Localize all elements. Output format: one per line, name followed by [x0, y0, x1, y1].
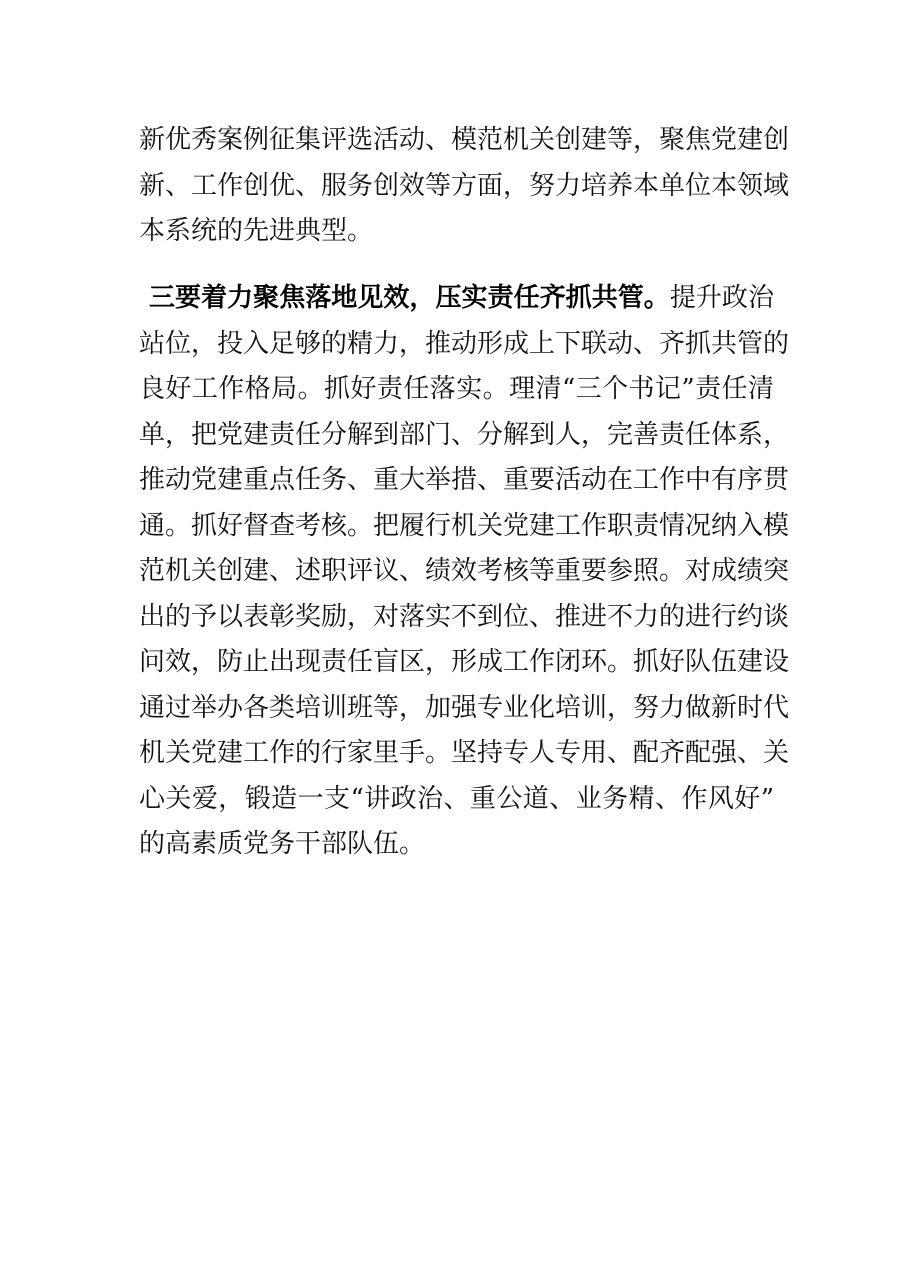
paragraph-line: 本系统的先进典型。	[139, 216, 374, 246]
paragraph-line: 出的予以表彰奖励，对落实不到位、推进不力的进行约谈	[139, 601, 790, 632]
paragraph-line: 单，把党建责任分解到部门、分解到人，完善责任体系，	[139, 419, 790, 450]
paragraph-text: 提升政治	[669, 283, 774, 313]
paragraph-line: 心关爱，锻造一支“讲政治、重公道、业务精、作风好”	[139, 783, 774, 814]
paragraph-line: 机关党建工作的行家里手。坚持专人专用、配齐配强、关	[139, 738, 790, 768]
paragraph-line: 的高素质党务干部队伍。	[139, 829, 426, 859]
paragraph-line: 站位，投入足够的精力，推动形成上下联动、齐抓共管的	[139, 328, 790, 359]
paragraph-line: 推动党建重点任务、重大举措、重要活动在工作中有序贯	[139, 465, 790, 495]
paragraph-1	[139, 118, 790, 255]
paragraph-line: 新、工作创优、服务创效等方面，努力培养本单位本领域	[139, 170, 790, 201]
paragraph-line: 范机关创建、述职评议、绩效考核等重要参照。对成绩突	[139, 556, 790, 586]
paragraph-line: 新优秀案例征集评选活动、模范机关创建等，聚焦党建创	[139, 125, 790, 155]
paragraph-line: 通过举办各类培训班等，加强专业化培训，努力做新时代	[139, 692, 790, 723]
paragraph-line: 通。抓好督查考核。把履行机关党建工作职责情况纳入模	[139, 510, 790, 541]
paragraph-line: 问效，防止出现责任盲区，形成工作闭环。抓好队伍建设	[139, 647, 790, 677]
paragraph-line: 良好工作格局。抓好责任落实。理清“三个书记”责任清	[139, 374, 774, 404]
section-heading: 三要着力聚焦落地见效，压实责任齐抓共管。	[149, 283, 670, 313]
paragraph-first-line	[139, 276, 774, 322]
paragraph-2	[139, 276, 790, 868]
